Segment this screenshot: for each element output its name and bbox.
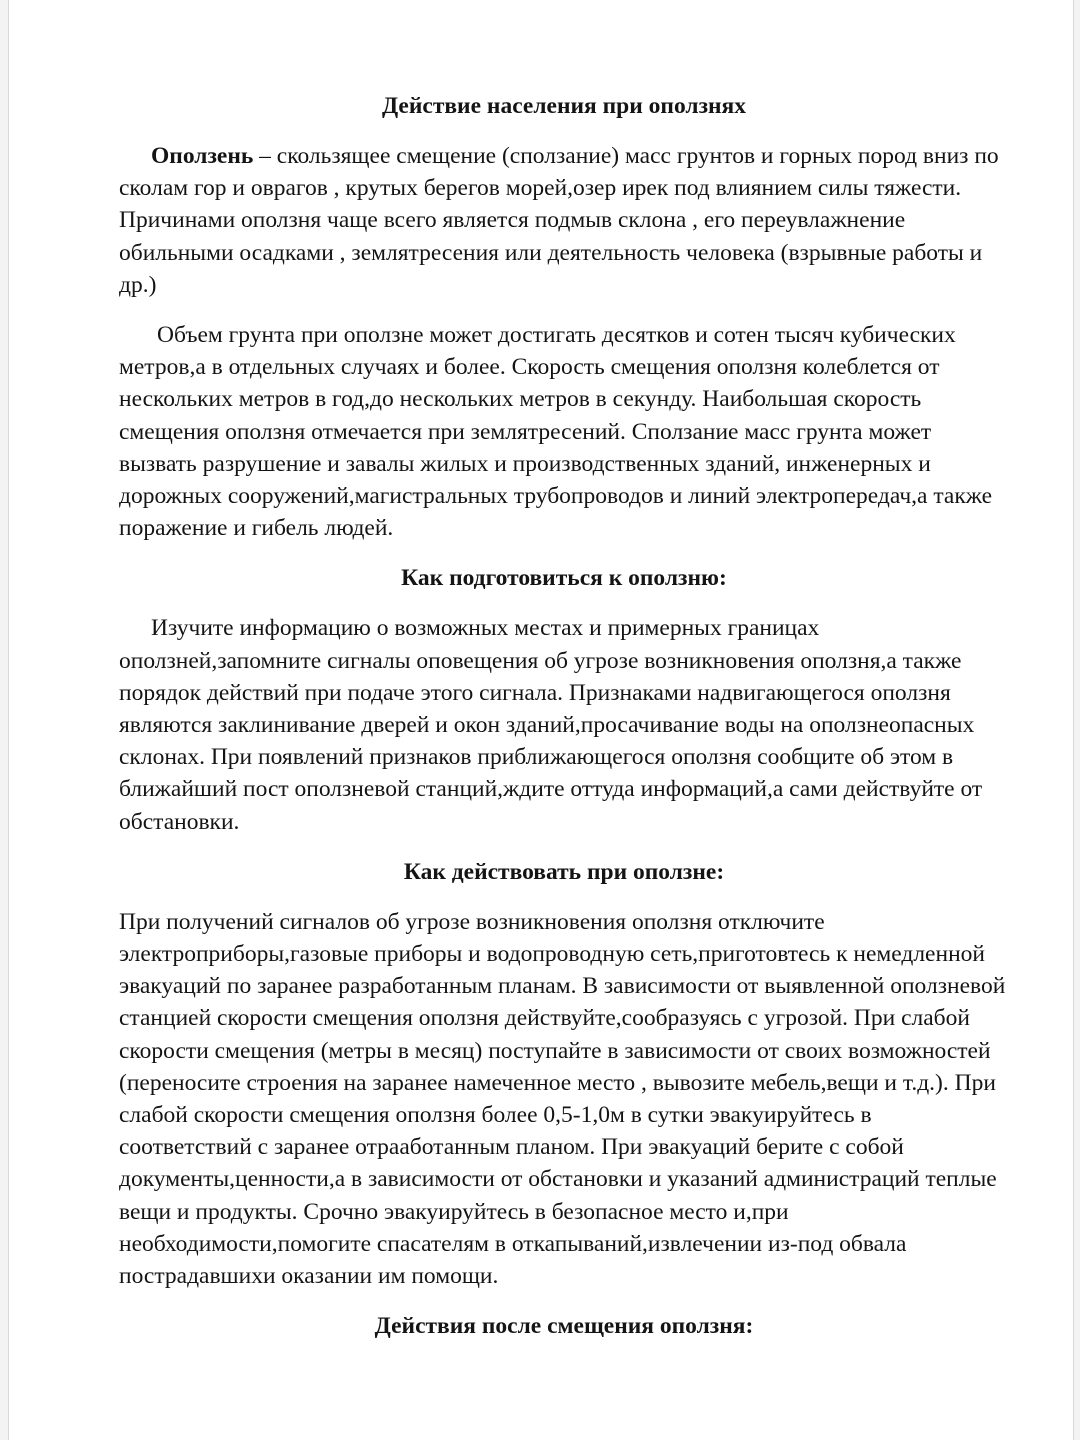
document-title: Действие населения при оползнях [381, 93, 747, 119]
section-heading-after: Действия после смещения оползня: [374, 1313, 754, 1340]
document-content [119, 90, 1009, 1360]
section-heading-during: Как действовать при оползне: [403, 858, 725, 885]
term-definition: – скользящее смещение (сползание) масс грунтов и горных пород вниз по сколам гор и оврагов , крутых берегов морей,озер ирек под влиянием силы тяжести. Причинами оползня чаще всего является подмыв склона , его переувлажнение обильными осадками , землятресения или деятельность человека (взрывные работы и др.) [119, 143, 999, 298]
section-text-during: При получений сигналов об угрозе возникновения оползня отключите электроприборы,газовые приборы и водопроводную сеть,приготовтесь к немедленной эвакуаций по заранее разработанным планам. В зависимости от выявленной оползневой станцией скорости смещения оползня действуйте,сообразуясь с угрозой. При слабой скорости смещения (метры в месяц) поступайте в зависимости от своих возможностей (переносите строения на заранее намеченное место , вывозите мебель,вещи и т.д.). При слабой скорости смещения оползня более 0,5-1,0м в сутки эвакуируйтесь в соответствий с заранее отрааботанным планом. При эвакуаций берите с собой документы,ценности,а в зависимости от обстановки и указаний администраций теплые вещи и продукты. Срочно эвакуируйтесь в безопасное место и,при необходимости,помогите спасателям в откапываний,извлечении из-под обвала пострадавшихи оказании им помощи. [119, 908, 1006, 1290]
intro-paragraph [119, 140, 1009, 301]
volume-paragraph: Объем грунта при оползне может достигать десятков и сотен тысяч кубических метров,а в отдельных случаях и более. Скорость смещения оползня колеблется от нескольких метров в год,до нескольких метров в секунду. Наибольшая скорость смещения оползня отмечается при землятресений. Сползание масс грунта может вызвать разрушение и завалы жилых и производственных зданий, инженерных и дорожных сооружений,магистральных трубопроводов и линий электропередач,а также поражение и гибель людей. [119, 322, 993, 542]
document-page [8, 0, 1074, 1440]
section-heading-prepare: Как подготовиться к оползню: [401, 565, 727, 592]
section-text-prepare: Изучите информацию о возможных местах и примерных границах оползней,запомните сигналы оповещения об угрозе возникновения оползня,а также порядок действий при подаче этого сигнала. Признаками надвигающегося оползня являются заклинивание дверей и окон зданий,просачивание воды на оползнеопасных склонах. При появлений признаков приближающегося оползня сообщите об этом в ближайший пост оползневой станций,ждите оттуда информаций,а сами действуйте от обстановки. [119, 615, 983, 835]
term-landslide: Оползень [151, 143, 254, 169]
